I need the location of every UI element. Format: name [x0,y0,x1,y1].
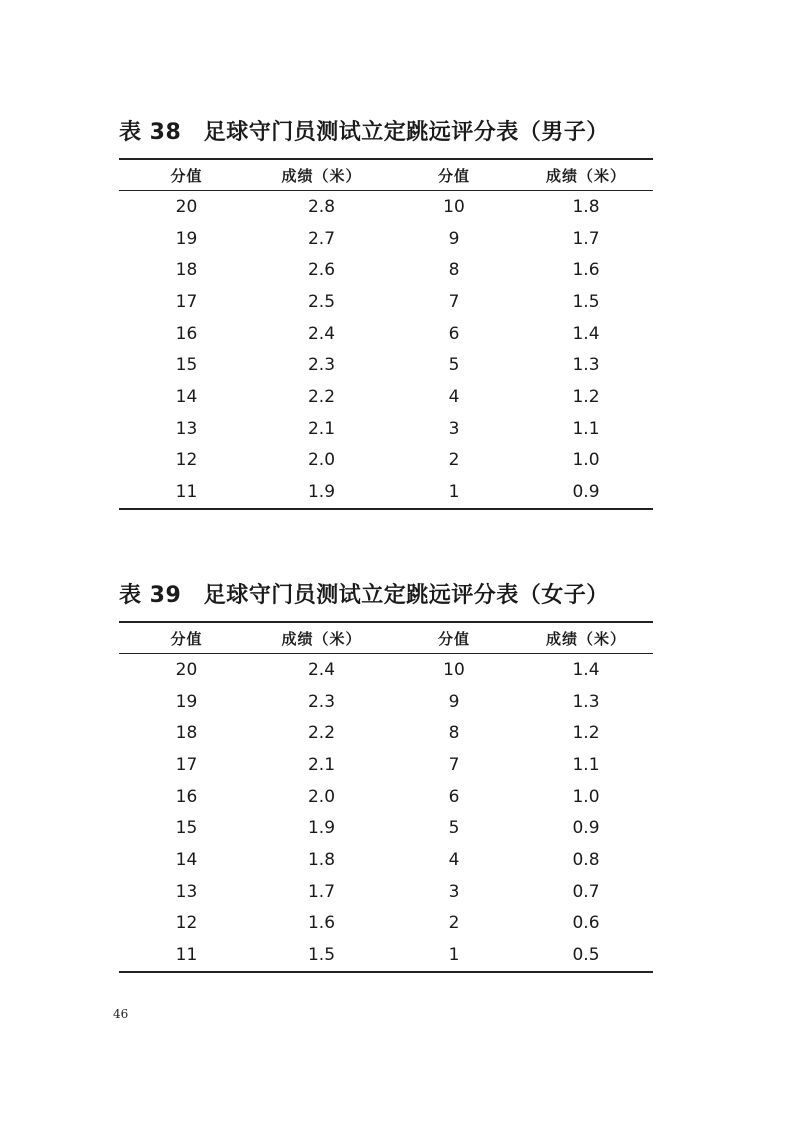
result-cell: 0.6 [572,913,600,934]
table-38 [119,158,653,510]
table-row [119,349,653,381]
score-cell: 6 [448,786,460,807]
result-cell: 1.8 [307,849,336,870]
table-row [119,413,653,445]
table-row [119,781,653,813]
result-cell: 2.3 [307,355,336,376]
score-cell: 11 [119,939,254,972]
header-result: 成绩（米） [519,622,653,654]
page-number: 46 [113,1007,129,1021]
score-cell: 13 [175,418,198,439]
header-result: 成绩（米） [519,159,653,191]
score-cell: 4 [448,386,460,407]
score-cell: 12 [175,913,198,934]
table-row [119,191,653,223]
table-38-body [119,191,653,509]
table-39-block [119,581,653,973]
table-39-header-row [119,622,653,654]
score-cell: 3 [448,881,460,902]
score-cell: 16 [175,786,198,807]
result-cell: 2.6 [307,260,336,281]
result-cell: 2.5 [307,291,336,312]
result-cell: 1.4 [572,659,600,680]
result-cell: 2.1 [307,418,336,439]
table-row [119,717,653,749]
score-cell: 5 [448,818,460,839]
result-cell: 2.2 [307,723,336,744]
result-cell: 1.5 [254,939,389,972]
table-row [119,381,653,413]
result-cell: 1.9 [307,818,336,839]
result-cell: 1.6 [572,260,600,281]
table-row [119,908,653,940]
result-cell: 0.9 [519,476,653,509]
score-cell: 10 [443,196,465,217]
score-cell: 16 [175,323,198,344]
table-row [119,812,653,844]
result-cell: 2.1 [307,754,336,775]
result-cell: 1.3 [572,355,600,376]
result-cell: 0.9 [572,818,600,839]
table-row [119,223,653,255]
score-cell: 19 [175,691,198,712]
score-cell: 17 [175,291,198,312]
score-cell: 7 [448,291,460,312]
header-result: 成绩（米） [254,159,389,191]
score-cell: 4 [448,849,460,870]
score-cell: 19 [175,228,198,249]
table-38-title: 表 38 足球守门员测试立定跳远评分表（男子） [119,120,609,145]
score-cell: 9 [448,691,460,712]
table-row [119,686,653,718]
score-cell: 8 [448,260,460,281]
result-cell: 1.7 [572,228,600,249]
score-cell: 5 [448,355,460,376]
table-39-title: 表 39 足球守门员测试立定跳远评分表（女子） [119,583,609,608]
result-cell: 1.3 [572,691,600,712]
table-38-block [119,118,653,510]
score-cell: 2 [448,450,460,471]
result-cell: 2.3 [307,691,336,712]
table-row [119,654,653,686]
table-row [119,844,653,876]
table-row [119,254,653,286]
table-row [119,876,653,908]
score-cell: 20 [175,196,198,217]
score-cell: 15 [175,818,198,839]
score-cell: 20 [175,659,198,680]
header-score: 分值 [119,159,254,191]
result-cell: 2.8 [307,196,336,217]
table-row [119,476,653,509]
header-score: 分值 [389,159,519,191]
score-cell: 15 [175,355,198,376]
result-cell: 1.9 [254,476,389,509]
result-cell: 1.0 [572,450,600,471]
result-cell: 1.5 [572,291,600,312]
score-cell: 1 [389,476,519,509]
table-row [119,939,653,972]
result-cell: 1.7 [307,881,336,902]
result-cell: 1.2 [572,723,600,744]
table-39-body [119,654,653,972]
header-score: 分值 [119,622,254,654]
result-cell: 0.5 [519,939,653,972]
result-cell: 1.1 [572,418,600,439]
result-cell: 1.0 [572,786,600,807]
score-cell: 1 [389,939,519,972]
table-row [119,749,653,781]
table-row [119,445,653,477]
result-cell: 2.0 [307,450,336,471]
score-cell: 14 [175,849,198,870]
table-row [119,286,653,318]
result-cell: 2.0 [307,786,336,807]
result-cell: 0.8 [572,849,600,870]
result-cell: 0.7 [572,881,600,902]
score-cell: 18 [175,723,198,744]
result-cell: 2.2 [307,386,336,407]
score-cell: 13 [175,881,198,902]
score-cell: 2 [448,913,460,934]
result-cell: 1.4 [572,323,600,344]
table-38-header-row [119,159,653,191]
header-result: 成绩（米） [254,622,389,654]
score-cell: 11 [119,476,254,509]
result-cell: 1.2 [572,386,600,407]
score-cell: 12 [175,450,198,471]
score-cell: 9 [448,228,460,249]
score-cell: 7 [448,754,460,775]
result-cell: 1.8 [572,196,600,217]
header-score: 分值 [389,622,519,654]
table-39 [119,621,653,973]
result-cell: 1.1 [572,754,600,775]
result-cell: 2.4 [307,659,336,680]
result-cell: 1.6 [307,913,336,934]
score-cell: 14 [175,386,198,407]
score-cell: 3 [448,418,460,439]
score-cell: 6 [448,323,460,344]
table-row [119,318,653,350]
score-cell: 8 [448,723,460,744]
result-cell: 2.7 [307,228,336,249]
score-cell: 18 [175,260,198,281]
score-cell: 10 [443,659,465,680]
result-cell: 2.4 [307,323,336,344]
score-cell: 17 [175,754,198,775]
